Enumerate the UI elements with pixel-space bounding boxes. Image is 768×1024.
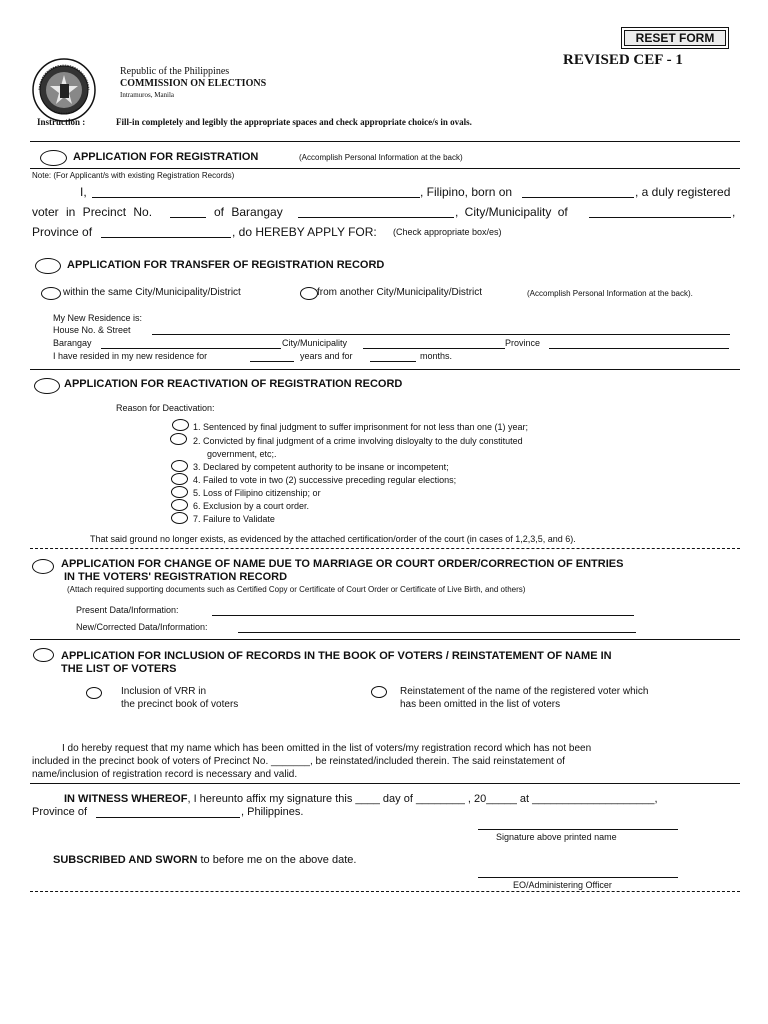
officer-label: EO/Administering Officer [513,880,612,890]
reason-4: 4. Failed to vote in two (2) successive preceding regular elections; [193,475,457,485]
transfer-title: APPLICATION FOR TRANSFER OF REGISTRATION RECORD [67,259,385,271]
witness-province-label: Province of [32,806,88,818]
change-name-divider [30,639,740,640]
new-city-field[interactable] [363,348,505,349]
precinct-field[interactable] [170,217,206,218]
inclusion-vrr-label-b: the precinct book of voters [121,699,239,710]
line3-province: Province of [32,225,93,239]
registration-title-note: (Accomplish Personal Information at the back) [299,153,463,162]
corrected-data-label: New/Corrected Data/Information: [76,622,208,632]
reason-2-oval[interactable] [170,433,187,445]
reason-5: 5. Loss of Filipino citizenship; or [193,488,321,498]
house-label: House No. & Street [53,325,131,335]
change-name-note: (Attach required supporting documents such as Certified Copy or Certificate of Court Order or Certificate of Live Birth, and others) [67,585,526,594]
comelec-seal [32,58,96,122]
resided-years-field[interactable] [250,361,294,362]
form-code: REVISED CEF - 1 [563,52,683,68]
witness-philippines: , Philippines. [241,806,304,818]
name-field[interactable] [92,197,420,198]
sworn-bold: SUBSCRIBED AND SWORN [53,854,198,866]
transfer-same-oval[interactable] [41,287,61,300]
sworn-line [53,854,356,866]
reactivation-title: APPLICATION FOR REACTIVATION OF REGISTRATION RECORD [64,378,403,390]
reinstatement-label-b: has been omitted in the list of voters [400,699,561,710]
signature-line[interactable] [478,829,678,830]
present-data-label: Present Data/Information: [76,605,179,615]
line1-filipino: , Filipino, born on [420,185,513,199]
reason-3: 3. Declared by competent authority to be insane or incompetent; [193,462,449,472]
reactivation-divider [30,548,740,549]
inclusion-title-2: THE LIST OF VOTERS [61,663,177,675]
registration-oval[interactable] [40,150,67,166]
inclusion-oval[interactable] [33,648,54,662]
instruction-text: Fill-in completely and legibly the appropriate spaces and check appropriate choice/s in ovals. [116,117,472,127]
bottom-divider [30,891,740,892]
new-province-label: Province [505,338,541,348]
republic-text: Republic of the Philippines [120,66,230,77]
request-paragraph-1: I do hereby request that my name which has been omitted in the list of voters/my registration record which has not been [62,743,592,754]
registration-note: Note: (For Applicant/s with existing Registration Records) [32,171,235,180]
change-name-title-2: IN THE VOTERS' REGISTRATION RECORD [64,571,288,583]
line2-voter: voter in Precinct No. [32,205,153,219]
change-name-title-1: APPLICATION FOR CHANGE OF NAME DUE TO MARRIAGE OR COURT ORDER/CORRECTION OF ENTRIES [61,558,624,570]
reason-3-oval[interactable] [171,460,188,472]
birth-date-field[interactable] [522,197,634,198]
reactivation-oval[interactable] [34,378,60,394]
new-residence-label: My New Residence is: [53,313,143,323]
city-field[interactable] [589,217,731,218]
reason-1: 1. Sentenced by final judgment to suffer imprisonment for not less than one (1) year; [193,422,529,432]
line1-i: I, [80,185,87,199]
request-paragraph-2: included in the precinct book of voters of Precinct No. _______, be reinstated/included therein. The said reinstatement of [32,756,565,767]
barangay-field[interactable] [298,217,454,218]
reason-1-oval[interactable] [172,419,189,431]
inclusion-title-1: APPLICATION FOR INCLUSION OF RECORDS IN THE BOOK OF VOTERS / REINSTATEMENT OF NAME IN [61,650,612,662]
witness-bold: IN WITNESS WHEREOF [64,793,188,805]
line2-barangay: of Barangay [214,205,283,219]
reinstatement-label-a: Reinstatement of the name of the registered voter which [400,686,649,697]
present-data-field[interactable] [212,615,634,616]
address-text: Intramuros, Manila [120,91,175,99]
line2-city: , City/Municipality of [455,205,568,219]
change-name-oval[interactable] [32,559,54,574]
reason-label: Reason for Deactivation: [116,403,215,413]
reinstatement-oval[interactable] [371,686,387,698]
house-field[interactable] [152,334,730,335]
registration-title: APPLICATION FOR REGISTRATION [73,151,259,163]
resided-label-b: years and for [300,351,353,361]
line2-comma: , [732,205,736,219]
transfer-same-label: within the same City/Municipality/District [63,287,241,298]
transfer-oval[interactable] [35,258,61,274]
reason-6-oval[interactable] [171,499,188,511]
transfer-another-oval[interactable] [300,287,318,300]
reason-5-oval[interactable] [171,486,188,498]
new-province-field[interactable] [549,348,729,349]
new-city-label: City/Municipality [282,338,348,348]
reason-7-oval[interactable] [171,512,188,524]
registration-divider [30,168,740,169]
resided-label-a: I have resided in my new residence for [53,351,208,361]
corrected-data-field[interactable] [238,632,636,633]
header-divider [30,141,740,142]
line1-duly: , a duly registered [635,185,731,199]
witness-line [64,793,658,805]
line3-apply: , do HEREBY APPLY FOR: [232,225,377,239]
line3-check: (Check appropriate box/es) [393,227,502,237]
reason-4-oval[interactable] [171,473,188,485]
province-field[interactable] [101,237,231,238]
request-paragraph-3: name/inclusion of registration record is necessary and valid. [32,769,298,780]
new-barangay-label: Barangay [53,338,92,348]
resided-months-field[interactable] [370,361,416,362]
officer-signature-line[interactable] [478,877,678,878]
resided-label-c: months. [420,351,453,361]
signature-label: Signature above printed name [496,832,617,842]
transfer-another-label: from another City/Municipality/District [317,287,483,298]
commission-text: COMMISSION ON ELECTIONS [120,78,267,89]
reason-2-cont: government, etc;. [207,449,277,459]
instruction-label: Instruction : [37,117,86,127]
transfer-another-note: (Accomplish Personal Information at the back). [527,289,693,298]
reason-7: 7. Failure to Validate [193,514,275,524]
reason-2: 2. Convicted by final judgment of a crime involving disloyalty to the duly constituted [193,436,523,446]
sworn-text: to before me on the above date. [197,854,357,866]
reset-form-button[interactable]: RESET FORM [621,27,729,49]
inclusion-vrr-oval[interactable] [86,687,102,699]
inclusion-vrr-label-a: Inclusion of VRR in [121,686,207,697]
new-barangay-field[interactable] [101,348,281,349]
inclusion-divider [30,783,740,784]
ground-text: That said ground no longer exists, as evidenced by the attached certification/order of the court (in cases of 1,2,3,5, and 6). [90,534,576,544]
witness-text: , I hereunto affix my signature this ____ day of ________ , 20_____ at ____________________, [187,793,658,805]
witness-province-field[interactable] [96,817,240,818]
transfer-divider [30,369,740,370]
reason-6: 6. Exclusion by a court order. [193,501,310,511]
